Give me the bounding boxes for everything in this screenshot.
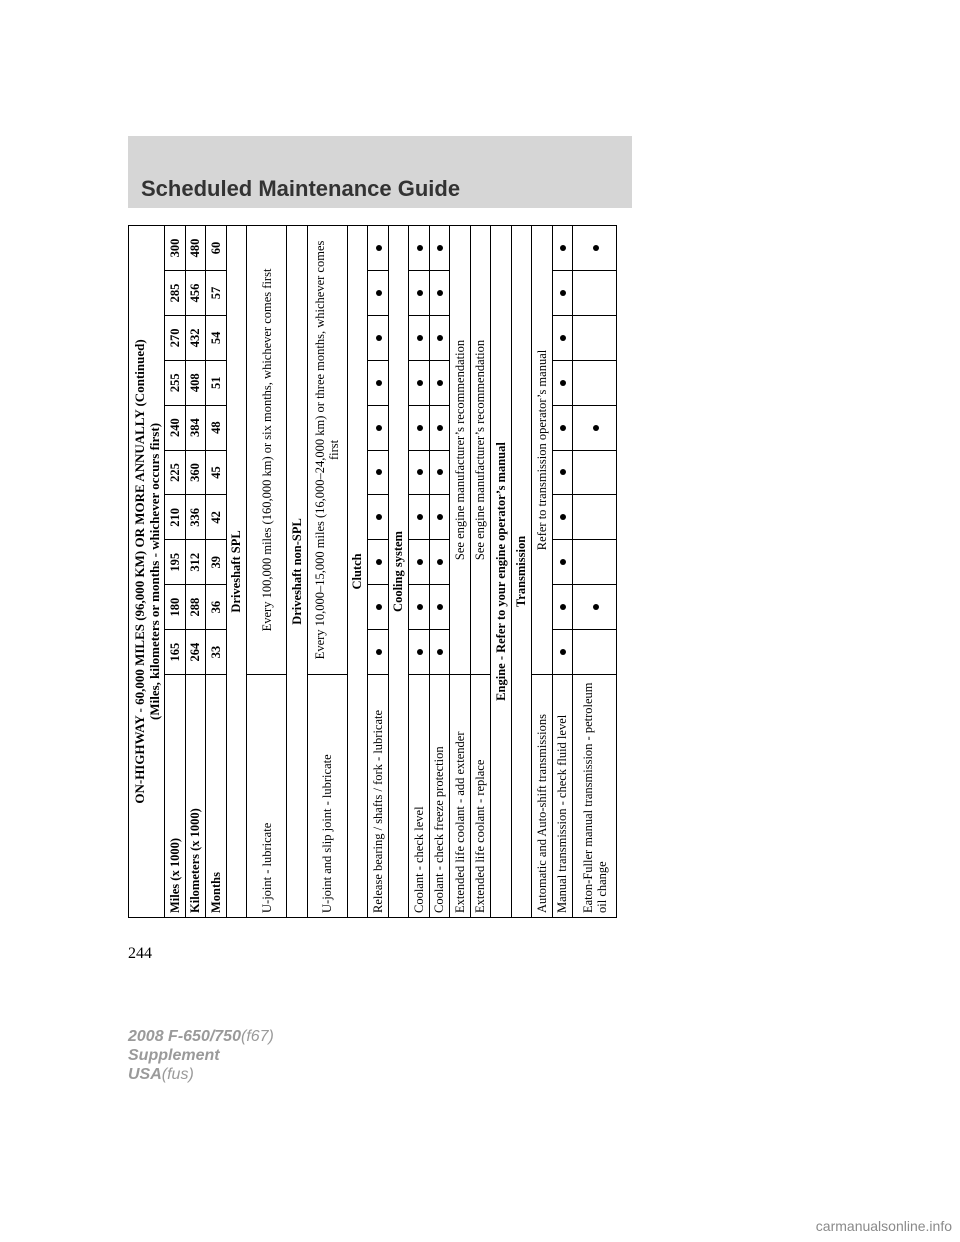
schedule-cell <box>409 630 430 675</box>
bullet-icon <box>376 514 382 520</box>
row-note-auto-trans: Refer to transmission operator’s manual <box>532 225 553 674</box>
months-header-row <box>206 225 227 917</box>
kilometers-value: 480 <box>185 225 206 270</box>
schedule-cell <box>429 630 450 675</box>
schedule-cell <box>429 585 450 630</box>
bullet-icon <box>376 604 382 610</box>
months-value: 42 <box>206 495 227 540</box>
bullet-icon <box>417 559 423 565</box>
schedule-cell <box>409 495 430 540</box>
months-value: 45 <box>206 450 227 495</box>
schedule-cell <box>552 225 573 270</box>
miles-value: 195 <box>165 540 186 585</box>
miles-value: 285 <box>165 270 186 315</box>
kilometers-value: 288 <box>185 585 206 630</box>
schedule-cell <box>552 360 573 405</box>
dot-row <box>552 225 573 917</box>
months-value: 33 <box>206 630 227 675</box>
bullet-icon <box>376 470 382 476</box>
bullet-icon <box>560 514 566 520</box>
row-note-ujoint-slip: Every 10,000–15,000 miles (16,000–24,000 km) or three months, whichever comes first <box>307 225 347 674</box>
schedule-cell <box>552 270 573 315</box>
dot-row <box>429 225 450 917</box>
schedule-cell <box>573 360 617 405</box>
schedule-cell <box>368 315 389 360</box>
bullet-icon <box>376 245 382 251</box>
section-title: Scheduled Maintenance Guide <box>141 176 461 201</box>
schedule-cell <box>409 450 430 495</box>
bullet-icon <box>437 425 443 431</box>
bullet-icon <box>417 425 423 431</box>
schedule-cell <box>573 495 617 540</box>
kilometers-value: 384 <box>185 405 206 450</box>
schedule-cell <box>573 450 617 495</box>
schedule-cell <box>552 585 573 630</box>
bullet-icon <box>560 290 566 296</box>
bullet-icon <box>437 290 443 296</box>
bullet-icon <box>560 380 566 386</box>
dot-row <box>573 225 617 917</box>
schedule-cell <box>573 630 617 675</box>
months-value: 51 <box>206 360 227 405</box>
row-label-release-bearing: Release bearing / shafts / fork - lubricate <box>368 675 389 918</box>
months-value: 54 <box>206 315 227 360</box>
miles-value: 240 <box>165 405 186 450</box>
row-note-ujoint: Every 100,000 miles (160,000 km) or six months, whichever comes first <box>247 225 287 674</box>
schedule-cell <box>573 315 617 360</box>
schedule-cell <box>552 405 573 450</box>
bullet-icon <box>560 649 566 655</box>
bullet-icon <box>376 649 382 655</box>
row-label-ujoint: U-joint - lubricate <box>247 675 287 918</box>
bullet-icon <box>417 514 423 520</box>
miles-value: 165 <box>165 630 186 675</box>
footer-market: USA <box>128 1066 162 1083</box>
kilometers-header-row <box>185 225 206 917</box>
bullet-icon <box>417 470 423 476</box>
bullet-icon <box>376 335 382 341</box>
bullet-icon <box>560 335 566 341</box>
schedule-cell <box>429 495 450 540</box>
bullet-icon <box>437 380 443 386</box>
bullet-icon <box>417 604 423 610</box>
bullet-icon <box>560 470 566 476</box>
bullet-icon <box>593 245 599 251</box>
bullet-icon <box>560 245 566 251</box>
bullet-icon <box>437 470 443 476</box>
bullet-icon <box>437 604 443 610</box>
schedule-cell <box>429 315 450 360</box>
schedule-cell <box>429 540 450 585</box>
dot-row <box>368 225 389 917</box>
schedule-cell <box>368 405 389 450</box>
bullet-icon <box>437 649 443 655</box>
section-driveshaft-spl: Driveshaft SPL <box>226 225 247 917</box>
schedule-cell <box>429 360 450 405</box>
schedule-cell <box>573 270 617 315</box>
section-cooling-system: Cooling system <box>388 225 409 917</box>
maintenance-table-wrapper <box>128 226 617 918</box>
schedule-cell <box>409 225 430 270</box>
row-note-elc-replace: See engine manufacturer’s recommendation <box>470 225 491 674</box>
bullet-icon <box>437 245 443 251</box>
bullet-icon <box>376 425 382 431</box>
schedule-cell <box>368 540 389 585</box>
kilometers-value: 360 <box>185 450 206 495</box>
bullet-icon <box>593 425 599 431</box>
schedule-cell <box>409 585 430 630</box>
kilometers-value: 456 <box>185 270 206 315</box>
months-value: 57 <box>206 270 227 315</box>
schedule-cell <box>409 360 430 405</box>
bullet-icon <box>560 425 566 431</box>
maintenance-schedule-table <box>128 225 617 918</box>
schedule-cell <box>368 225 389 270</box>
footer <box>128 1027 274 1084</box>
bullet-icon <box>417 335 423 341</box>
bullet-icon <box>437 559 443 565</box>
months-value: 36 <box>206 585 227 630</box>
miles-value: 210 <box>165 495 186 540</box>
miles-value: 180 <box>165 585 186 630</box>
miles-value: 270 <box>165 315 186 360</box>
schedule-cell <box>573 225 617 270</box>
row-label-manual-trans: Manual transmission - check fluid level <box>552 675 573 918</box>
schedule-cell <box>409 540 430 585</box>
schedule-cell <box>368 360 389 405</box>
schedule-cell <box>552 540 573 585</box>
schedule-cell <box>573 585 617 630</box>
months-value: 60 <box>206 225 227 270</box>
schedule-cell <box>552 315 573 360</box>
schedule-cell <box>368 630 389 675</box>
bullet-icon <box>437 335 443 341</box>
kilometers-value: 264 <box>185 630 206 675</box>
row-label-coolant-level: Coolant - check level <box>409 675 430 918</box>
schedule-cell <box>409 315 430 360</box>
section-transmission: Transmission <box>511 225 532 917</box>
footer-line2: Supplement <box>128 1047 220 1064</box>
schedule-cell <box>368 270 389 315</box>
miles-value: 300 <box>165 225 186 270</box>
miles-header-row <box>165 225 186 917</box>
bullet-icon <box>593 604 599 610</box>
schedule-cell <box>368 495 389 540</box>
bullet-icon <box>417 380 423 386</box>
dot-row <box>409 225 430 917</box>
bullet-icon <box>376 559 382 565</box>
bullet-icon <box>417 245 423 251</box>
row-label-elc-replace: Extended life coolant - replace <box>470 675 491 918</box>
bullet-icon <box>376 380 382 386</box>
schedule-cell <box>573 405 617 450</box>
miles-value: 225 <box>165 450 186 495</box>
miles-value: 255 <box>165 360 186 405</box>
footer-line3 <box>128 1065 274 1084</box>
schedule-cell <box>368 450 389 495</box>
months-value: 48 <box>206 405 227 450</box>
bullet-icon <box>560 559 566 565</box>
months-header-label: Months <box>206 675 227 918</box>
row-label-elc-extender: Extended life coolant - add extender <box>450 675 471 918</box>
table-title-line2: (Miles, kilometers or months - whichever occurs first) <box>147 422 162 720</box>
row-label-eaton-fuller: Eaton-Fuller manual transmission - petroleum oil change <box>573 675 617 918</box>
footer-model-code: (f67) <box>240 1028 274 1045</box>
bullet-icon <box>417 290 423 296</box>
section-engine: Engine - Refer to your engine operator’s manual <box>491 225 512 917</box>
schedule-cell <box>573 540 617 585</box>
page-number: 244 <box>128 945 152 962</box>
table-title <box>129 225 165 917</box>
bullet-icon <box>560 604 566 610</box>
kilometers-value: 312 <box>185 540 206 585</box>
table-title-line1: ON-HIGHWAY - 60,000 MILES (96,000 KM) OR MORE ANNUALLY (Continued) <box>132 339 147 804</box>
schedule-cell <box>429 405 450 450</box>
footer-market-code: (fus) <box>161 1066 194 1083</box>
schedule-cell <box>368 585 389 630</box>
rotated-table-container <box>128 226 617 918</box>
schedule-cell <box>409 405 430 450</box>
row-label-coolant-freeze: Coolant - check freeze protection <box>429 675 450 918</box>
schedule-cell <box>552 495 573 540</box>
row-note-elc-extender: See engine manufacturer’s recommendation <box>450 225 471 674</box>
schedule-cell <box>429 225 450 270</box>
bullet-icon <box>417 649 423 655</box>
schedule-cell <box>429 450 450 495</box>
section-clutch: Clutch <box>347 225 368 917</box>
section-driveshaft-non-spl: Driveshaft non-SPL <box>287 225 308 917</box>
kilometers-value: 432 <box>185 315 206 360</box>
kilometers-value: 408 <box>185 360 206 405</box>
miles-header-label: Miles (x 1000) <box>165 675 186 918</box>
schedule-cell <box>429 270 450 315</box>
schedule-cell <box>409 270 430 315</box>
months-value: 39 <box>206 540 227 585</box>
footer-line1 <box>128 1027 274 1046</box>
row-label-auto-trans: Automatic and Auto-shift transmissions <box>532 675 553 918</box>
bullet-icon <box>437 514 443 520</box>
footer-model: 2008 F-650/750 <box>128 1028 241 1045</box>
kilometers-value: 336 <box>185 495 206 540</box>
kilometers-header-label: Kilometers (x 1000) <box>185 675 206 918</box>
watermark: carmanualsonline.info <box>815 1218 952 1234</box>
schedule-cell <box>552 450 573 495</box>
bullet-icon <box>376 290 382 296</box>
schedule-cell <box>552 630 573 675</box>
row-label-ujoint-slip: U-joint and slip joint - lubricate <box>307 675 347 918</box>
